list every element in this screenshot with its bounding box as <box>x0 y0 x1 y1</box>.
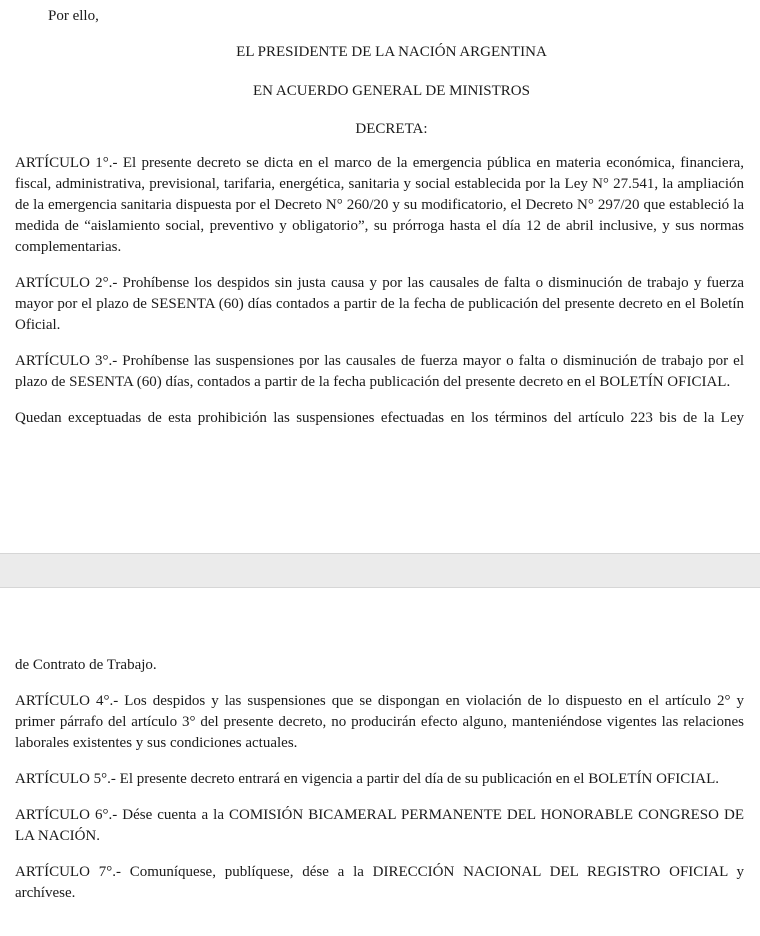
article-6: ARTÍCULO 6°.- Dése cuenta a la COMISIÓN BICAMERAL PERMANENTE DEL HONORABLE CONGRESO DE LA NACIÓN. <box>15 807 744 844</box>
heading-president: EL PRESIDENTE DE LA NACIÓN ARGENTINA <box>236 44 547 60</box>
article-3: ARTÍCULO 3°.- Prohíbense las suspensiones por las causales de fuerza mayor o falta o disminución de trabajo por el plazo de SESENTA (60) días, contados a partir de la fecha publicación del presente decreto en el BOLETÍN OFICIAL. <box>15 353 744 390</box>
article-1: ARTÍCULO 1°.- El presente decreto se dicta en el marco de la emergencia pública en materia económica, financiera, fiscal, administrativa, previsional, tarifaria, energética, sanitaria y social establecida por la Ley N° 27.541, la ampliación de la emergencia sanitaria dispuesta por el Decreto N° 260/20 y su modificatorio, el Decreto N° 297/20 que estableció la medida de “aislamiento social, preventivo y obligatorio”, su prórroga hasta el día 12 de abril inclusive, y sus normas complementarias. <box>15 155 744 255</box>
exception-paragraph: Quedan exceptuadas de esta prohibición las suspensiones efectuadas en los términos del artículo 223 bis de la Ley <box>15 410 744 426</box>
continuation-text: de Contrato de Trabajo. <box>15 657 157 673</box>
page-separator <box>0 554 760 587</box>
article-7: ARTÍCULO 7°.- Comuníquese, publíquese, dése a la DIRECCIÓN NACIONAL DEL REGISTRO OFICIAL y archívese. <box>15 864 744 901</box>
page-1-content <box>15 6 744 429</box>
page-2-content <box>15 655 744 904</box>
article-5: ARTÍCULO 5°.- El presente decreto entrará en vigencia a partir del día de su publicación en el BOLETÍN OFICIAL. <box>15 771 720 787</box>
heading-decreta: DECRETA: <box>355 121 428 137</box>
heading-ministers: EN ACUERDO GENERAL DE MINISTROS <box>253 83 530 99</box>
lead-text: Por ello, <box>48 8 99 24</box>
article-4: ARTÍCULO 4°.- Los despidos y las suspensiones que se dispongan en violación de lo dispuesto en el artículo 2° y primer párrafo del artículo 3° del presente decreto, no producirán efecto alguno, manteniéndose vigentes las relaciones laborales existentes y sus condiciones actuales. <box>15 693 744 751</box>
article-2: ARTÍCULO 2°.- Prohíbense los despidos sin justa causa y por las causales de falta o disminución de trabajo y fuerza mayor por el plazo de SESENTA (60) días contados a partir de la fecha de publicación del presente decreto en el Boletín Oficial. <box>15 275 744 333</box>
